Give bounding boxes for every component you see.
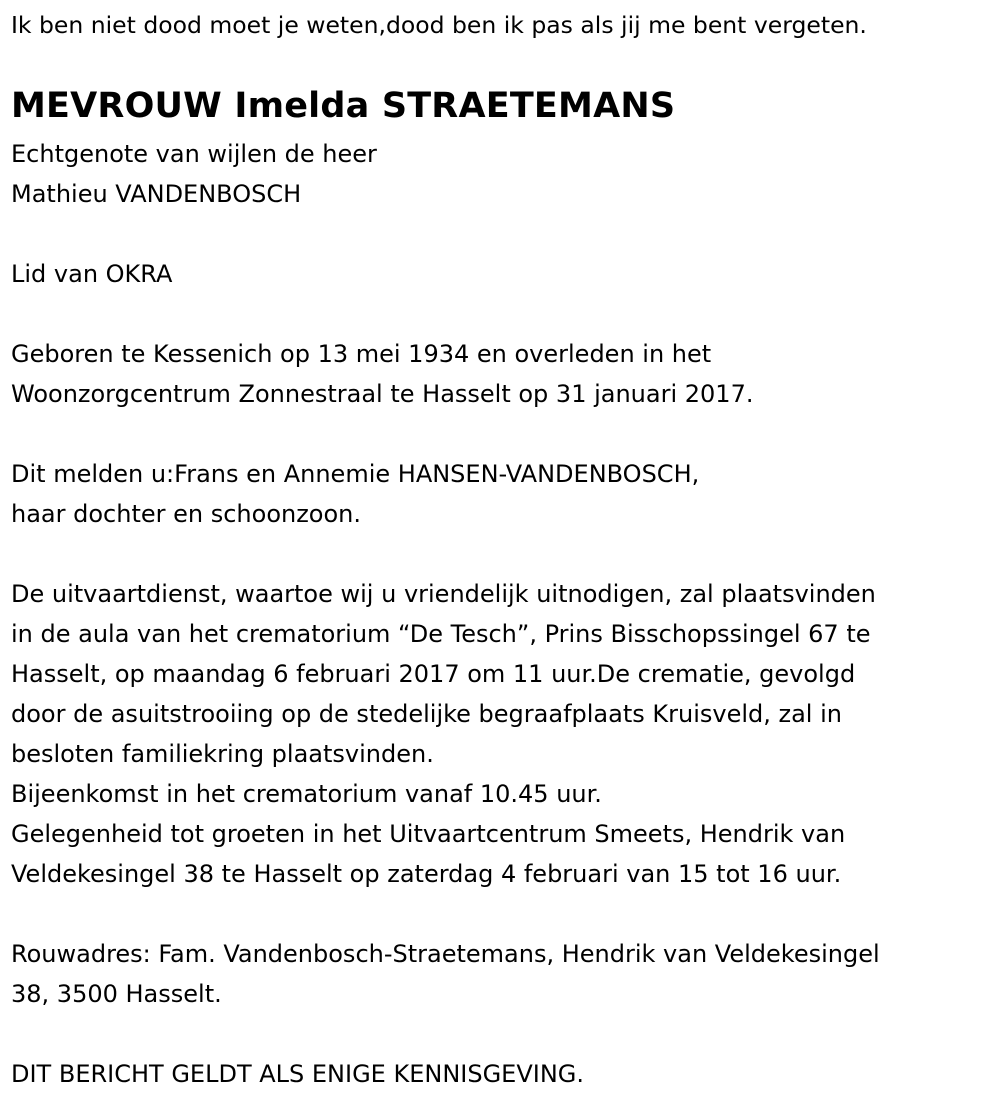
announcers-line-1: Dit melden u:Frans en Annemie HANSEN-VANDENBOSCH, [11,460,700,488]
address-line-2: 38, 3500 Hasselt. [11,980,222,1008]
service-line-7: Gelegenheid tot groeten in het Uitvaartcentrum Smeets, Hendrik van [11,820,846,848]
motto: Ik ben niet dood moet je weten,dood ben ik pas als jij me bent vergeten. [11,11,867,39]
service-line-8: Veldekesingel 38 te Hasselt op zaterdag 4 februari van 15 tot 16 uur. [11,860,842,888]
address-line-1: Rouwadres: Fam. Vandenbosch-Straetemans, Hendrik van Veldekesingel [11,940,880,968]
spouse-line-2: Mathieu VANDENBOSCH [11,180,302,208]
spouse-line-1: Echtgenote van wijlen de heer [11,140,377,168]
closing-statement: DIT BERICHT GELDT ALS ENIGE KENNISGEVING. [11,1060,585,1088]
service-line-6: Bijeenkomst in het crematorium vanaf 10.45 uur. [11,780,602,808]
service-line-5: besloten familiekring plaatsvinden. [11,740,434,768]
service-line-4: door de asuitstrooiing op de stedelijke begraafplaats Kruisveld, zal in [11,700,842,728]
service-line-2: in de aula van het crematorium “De Tesch”, Prins Bisschopssingel 67 te [11,620,871,648]
service-line-3: Hasselt, op maandag 6 februari 2017 om 11 uur.De crematie, gevolgd [11,660,856,688]
birth-death-line-1: Geboren te Kessenich op 13 mei 1934 en overleden in het [11,340,712,368]
service-line-1: De uitvaartdienst, waartoe wij u vriendelijk uitnodigen, zal plaatsvinden [11,580,876,608]
membership: Lid van OKRA [11,260,173,288]
deceased-name: MEVROUW Imelda STRAETEMANS [11,86,676,126]
announcers-line-2: haar dochter en schoonzoon. [11,500,362,528]
birth-death-line-2: Woonzorgcentrum Zonnestraal te Hasselt op 31 januari 2017. [11,380,754,408]
